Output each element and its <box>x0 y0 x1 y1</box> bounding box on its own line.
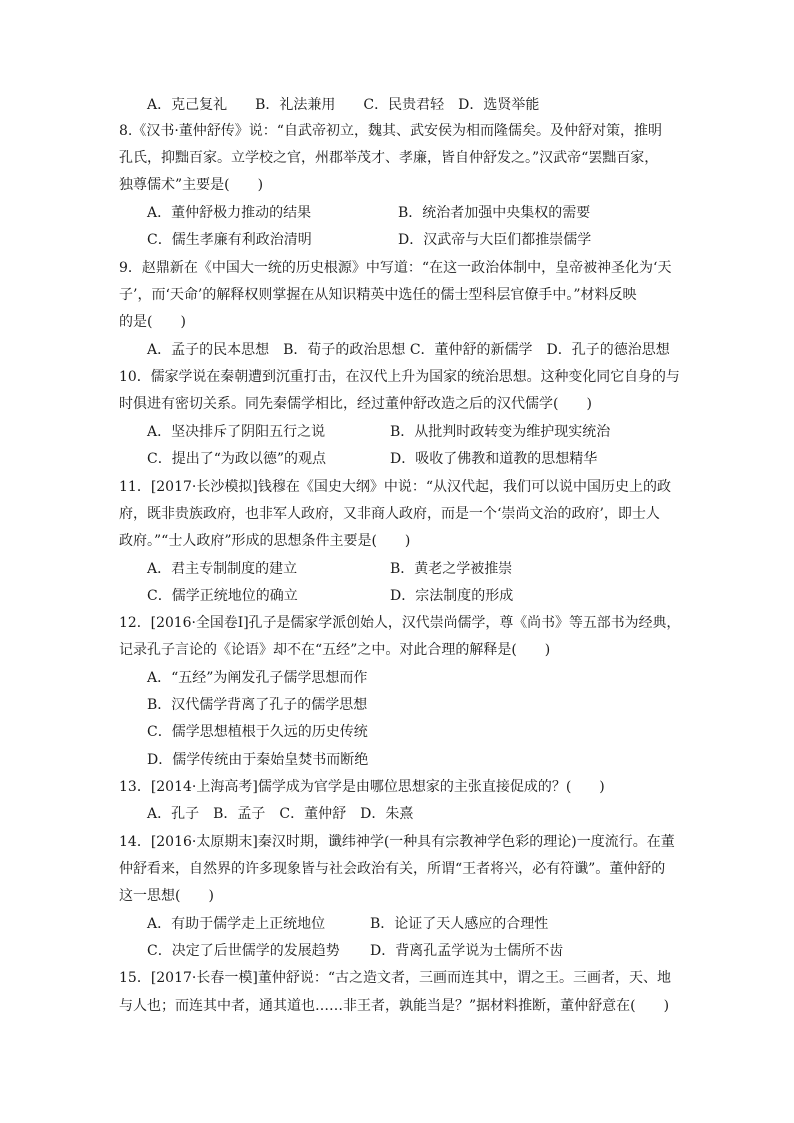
q12-option-b: B．汉代儒学背离了孔子的儒学思想 <box>147 697 368 713</box>
q9-options: A．孟子的民本思想 B．荀子的政治思想 C．董仲舒的新儒学 D．孔子的德治思想 <box>147 342 670 358</box>
q14-option-b: B．论证了天人感应的合理性 <box>370 916 549 932</box>
q14-stem-line-3: 这一思想( ) <box>119 888 214 904</box>
q9-stem-line-1: 9．赵鼎新在《中国大一统的历史根源》中写道：“在这一政治体制中，皇帝被神圣化为‘天 <box>119 260 672 276</box>
q15-stem-line-1: 15．[2017·长春一模]董仲舒说：“古之造文者，三画而连其中，谓之王。三画者，天、地 <box>119 970 671 986</box>
q10-option-d: D．吸收了佛教和道教的思想精华 <box>390 451 598 467</box>
q9-stem-line-3: 的是( ) <box>119 314 186 330</box>
q8-option-b: B．统治者加强中央集权的需要 <box>398 205 591 221</box>
q14-option-d: D．背离孔孟学说为士儒所不齿 <box>370 943 564 959</box>
q11-option-b: B．黄老之学被推崇 <box>390 561 513 577</box>
q11-stem-line-3: 政府。”“士人政府”形成的思想条件主要是( ) <box>119 533 411 549</box>
q10-option-a: A．坚决排斥了阴阳五行之说 <box>147 424 326 440</box>
q12-option-d: D．儒学传统由于秦始皇焚书而断绝 <box>147 752 369 768</box>
q14-option-a: A．有助于儒学走上正统地位 <box>147 916 326 932</box>
q8-option-a: A．董仲舒极力推动的结果 <box>147 205 312 221</box>
q10-stem-line-2: 时俱进有密切关系。同先秦儒学相比，经过董仲舒改造之后的汉代儒学( ) <box>119 396 592 412</box>
q11-stem-line-2: 府，既非贵族政府，也非军人政府，又非商人政府，而是一个‘崇尚文治的政府’，即士人 <box>119 506 660 522</box>
q10-stem-line-1: 10．儒家学说在秦朝遭到沉重打击，在汉代上升为国家的统治思想。这种变化同它自身的与 <box>119 369 680 385</box>
q13-options: A．孔子 B．孟子 C．董仲舒 D．朱熹 <box>147 806 414 822</box>
q8-option-c: C．儒生孝廉有利政治清明 <box>147 232 312 248</box>
q12-stem-line-2: 记录孔子言论的《论语》却不在“五经”之中。对此合理的解释是( ) <box>119 642 551 658</box>
q8-stem-line-3: 独尊儒术”主要是( ) <box>119 177 264 193</box>
q8-stem-line-2: 孔氏，抑黜百家。立学校之官，州郡举茂才、孝廉，皆自仲舒发之。”汉武帝“罢黜百家， <box>119 150 659 166</box>
q15-stem-line-2: 与人也；而连其中者，通其道也……非王者，孰能当是？”据材料推断，董仲舒意在( ) <box>119 998 670 1014</box>
q11-option-c: C．儒学正统地位的确立 <box>147 588 298 604</box>
q7-options: A．克己复礼 B．礼法兼用 C．民贵君轻 D．选贤举能 <box>147 97 540 113</box>
q11-option-a: A．君主专制制度的建立 <box>147 561 298 577</box>
q9-stem-line-2: 子’，而‘天命’的解释权则掌握在从知识精英中选任的儒士型科层官僚手中。”材料反映 <box>119 287 637 303</box>
q14-option-c: C．决定了后世儒学的发展趋势 <box>147 943 340 959</box>
q14-stem-line-1: 14．[2016·太原期末]秦汉时期，谶纬神学(一种具有宗教神学色彩的理论)一度流行。在董 <box>119 834 675 850</box>
q11-stem-line-1: 11．[2017·长沙模拟]钱穆在《国史大纲》中说：“从汉代起，我们可以说中国历史上的政 <box>119 479 671 495</box>
q8-stem-line-1: 8.《汉书·董仲舒传》说：“自武帝初立，魏其、武安侯为相而隆儒矣。及仲舒对策，推明 <box>119 123 662 139</box>
q10-option-c: C．提出了“为政以德”的观点 <box>147 451 327 467</box>
q12-stem-line-1: 12．[2016·全国卷Ⅰ]孔子是儒家学派创始人，汉代崇尚儒学，尊《尚书》等五部书为经典， <box>119 615 681 631</box>
q10-option-b: B．从批判时政转变为维护现实统治 <box>390 424 611 440</box>
q8-option-d: D．汉武帝与大臣们都推崇儒学 <box>398 232 592 248</box>
q13-stem-line-1: 13．[2014·上海高考]儒学成为官学是由哪位思想家的主张直接促成的？( ) <box>119 779 605 795</box>
q12-option-a: A．“五经”为阐发孔子儒学思想而作 <box>147 670 368 686</box>
q12-option-c: C．儒学思想植根于久远的历史传统 <box>147 724 368 740</box>
q11-option-d: D．宗法制度的形成 <box>390 588 514 604</box>
q14-stem-line-2: 仲舒看来，自然界的许多现象皆与社会政治有关，所谓“王者将兴，必有符谶”。董仲舒的 <box>119 861 666 877</box>
